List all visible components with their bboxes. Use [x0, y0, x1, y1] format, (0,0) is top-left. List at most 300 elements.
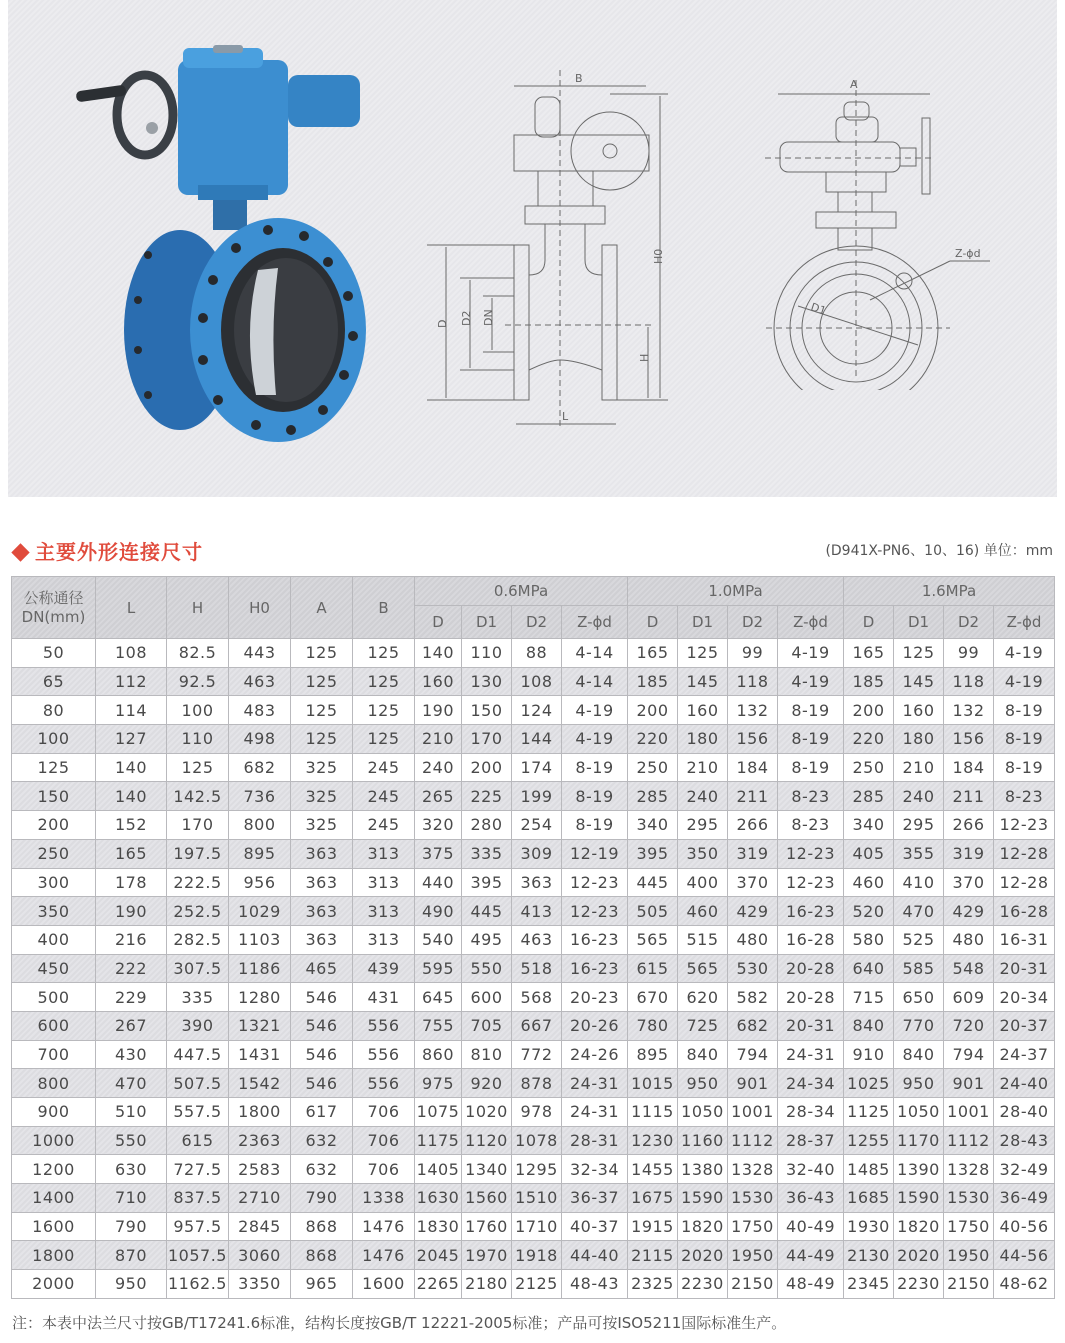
table-cell: 2125	[512, 1270, 562, 1299]
table-cell: 1001	[728, 1098, 778, 1127]
table-cell: 8-19	[562, 753, 628, 782]
table-cell: 4-19	[778, 639, 844, 668]
table-row	[12, 725, 1055, 754]
table-cell: 2020	[894, 1241, 944, 1270]
table-cell: 2230	[894, 1270, 944, 1299]
table-cell: 770	[894, 1011, 944, 1040]
table-cell: 28-37	[778, 1126, 844, 1155]
table-cell: 632	[291, 1155, 353, 1184]
table-cell: 1175	[415, 1126, 462, 1155]
table-cell: 99	[944, 639, 994, 668]
table-cell: 780	[628, 1011, 678, 1040]
table-cell: 483	[229, 696, 291, 725]
table-cell: 12-28	[994, 868, 1055, 897]
table-cell: 210	[894, 753, 944, 782]
table-cell: 125	[167, 753, 229, 782]
table-cell: 498	[229, 725, 291, 754]
table-cell: 265	[415, 782, 462, 811]
table-cell: 463	[229, 667, 291, 696]
table-cell: 319	[728, 839, 778, 868]
table-cell: 445	[462, 897, 512, 926]
table-cell: 1918	[512, 1241, 562, 1270]
table-cell: 24-31	[562, 1098, 628, 1127]
table-cell: 2180	[462, 1270, 512, 1299]
table-cell: 200	[844, 696, 894, 725]
table-cell: 1800	[229, 1098, 291, 1127]
table-cell: 2583	[229, 1155, 291, 1184]
table-row	[12, 1155, 1055, 1184]
sub-header-D1: D1	[462, 606, 512, 639]
table-cell: 1162.5	[167, 1270, 229, 1299]
table-cell: 180	[894, 725, 944, 754]
table-cell: 1560	[462, 1184, 512, 1213]
table-cell: 1390	[894, 1155, 944, 1184]
table-row	[12, 696, 1055, 725]
table-cell: 615	[167, 1126, 229, 1155]
table-cell: 375	[415, 839, 462, 868]
table-cell: 8-23	[778, 811, 844, 840]
table-cell: 20-28	[778, 983, 844, 1012]
table-cell: 546	[291, 1040, 353, 1069]
table-cell: 145	[678, 667, 728, 696]
table-cell: 2845	[229, 1212, 291, 1241]
table-cell: 65	[12, 667, 96, 696]
table-cell: 156	[728, 725, 778, 754]
table-cell: 530	[728, 954, 778, 983]
table-cell: 400	[678, 868, 728, 897]
table-cell: 40-49	[778, 1212, 844, 1241]
table-cell: 548	[944, 954, 994, 983]
col-header-dn: 公称通径 DN(mm)	[12, 577, 96, 639]
dimension-table	[11, 576, 1055, 1299]
table-row	[12, 868, 1055, 897]
table-cell: 125	[353, 639, 415, 668]
table-cell: 1112	[944, 1126, 994, 1155]
table-cell: 400	[12, 925, 96, 954]
table-cell: 211	[944, 782, 994, 811]
table-cell: 667	[512, 1011, 562, 1040]
table-cell: 178	[96, 868, 167, 897]
table-cell: 250	[628, 753, 678, 782]
table-cell: 840	[844, 1011, 894, 1040]
table-cell: 1820	[894, 1212, 944, 1241]
table-cell: 565	[628, 925, 678, 954]
table-cell: 36-37	[562, 1184, 628, 1213]
table-cell: 868	[291, 1212, 353, 1241]
table-cell: 878	[512, 1069, 562, 1098]
table-cell: 1930	[844, 1212, 894, 1241]
table-cell: 546	[291, 1069, 353, 1098]
table-cell: 325	[291, 811, 353, 840]
table-cell: 363	[512, 868, 562, 897]
table-cell: 1050	[678, 1098, 728, 1127]
table-cell: 1510	[512, 1184, 562, 1213]
table-cell: 595	[415, 954, 462, 983]
table-cell: 395	[628, 839, 678, 868]
table-cell: 225	[462, 782, 512, 811]
table-cell: 48-49	[778, 1270, 844, 1299]
table-cell: 550	[96, 1126, 167, 1155]
table-cell: 1230	[628, 1126, 678, 1155]
table-cell: 1120	[462, 1126, 512, 1155]
table-cell: 500	[12, 983, 96, 1012]
front-view-drawing	[750, 60, 1010, 390]
table-cell: 1750	[728, 1212, 778, 1241]
table-cell: 2150	[728, 1270, 778, 1299]
sub-header-D: D	[628, 606, 678, 639]
table-cell: 715	[844, 983, 894, 1012]
table-cell: 670	[628, 983, 678, 1012]
table-cell: 431	[353, 983, 415, 1012]
table-cell: 1115	[628, 1098, 678, 1127]
table-cell: 957.5	[167, 1212, 229, 1241]
table-cell: 443	[229, 639, 291, 668]
table-cell: 1685	[844, 1184, 894, 1213]
table-cell: 1950	[944, 1241, 994, 1270]
svg-text:H: H	[638, 353, 651, 362]
table-cell: 307.5	[167, 954, 229, 983]
table-cell: 395	[462, 868, 512, 897]
table-cell: 465	[291, 954, 353, 983]
table-cell: 36-49	[994, 1184, 1055, 1213]
table-cell: 1200	[12, 1155, 96, 1184]
table-cell: 518	[512, 954, 562, 983]
table-cell: 370	[944, 868, 994, 897]
table-cell: 335	[167, 983, 229, 1012]
table-cell: 8-19	[562, 811, 628, 840]
table-cell: 390	[167, 1011, 229, 1040]
table-cell: 1400	[12, 1184, 96, 1213]
table-cell: 620	[678, 983, 728, 1012]
table-cell: 8-19	[778, 696, 844, 725]
table-cell: 222	[96, 954, 167, 983]
table-cell: 1050	[894, 1098, 944, 1127]
table-cell: 370	[728, 868, 778, 897]
table-cell: 125	[291, 725, 353, 754]
table-cell: 550	[462, 954, 512, 983]
table-cell: 300	[12, 868, 96, 897]
table-cell: 1000	[12, 1126, 96, 1155]
table-cell: 355	[894, 839, 944, 868]
table-cell: 447.5	[167, 1040, 229, 1069]
table-cell: 975	[415, 1069, 462, 1098]
table-cell: 1001	[944, 1098, 994, 1127]
table-cell: 1675	[628, 1184, 678, 1213]
table-cell: 1476	[353, 1241, 415, 1270]
table-cell: 1600	[353, 1270, 415, 1299]
table-row	[12, 1184, 1055, 1213]
table-cell: 429	[728, 897, 778, 926]
table-cell: 2345	[844, 1270, 894, 1299]
sub-header-D2: D2	[728, 606, 778, 639]
table-cell: 156	[944, 725, 994, 754]
sub-header-D2: D2	[944, 606, 994, 639]
table-cell: 174	[512, 753, 562, 782]
diamond-bullet-icon	[11, 543, 29, 561]
table-cell: 28-34	[778, 1098, 844, 1127]
table-body	[12, 639, 1055, 1299]
table-cell: 130	[462, 667, 512, 696]
table-cell: 40-56	[994, 1212, 1055, 1241]
product-hero	[8, 0, 1057, 497]
table-cell: 100	[167, 696, 229, 725]
sub-header-D: D	[844, 606, 894, 639]
table-cell: 1750	[944, 1212, 994, 1241]
table-cell: 313	[353, 868, 415, 897]
sub-header-D1: D1	[894, 606, 944, 639]
table-cell: 725	[678, 1011, 728, 1040]
table-cell: 429	[944, 897, 994, 926]
table-cell: 901	[944, 1069, 994, 1098]
table-cell: 794	[944, 1040, 994, 1069]
table-cell: 240	[894, 782, 944, 811]
table-cell: 8-23	[778, 782, 844, 811]
table-cell: 150	[12, 782, 96, 811]
table-cell: 1057.5	[167, 1241, 229, 1270]
table-cell: 350	[12, 897, 96, 926]
table-cell: 525	[894, 925, 944, 954]
table-cell: 755	[415, 1011, 462, 1040]
table-cell: 245	[353, 811, 415, 840]
table-cell: 16-23	[562, 925, 628, 954]
table-cell: 956	[229, 868, 291, 897]
table-cell: 132	[728, 696, 778, 725]
footnote: 注：本表中法兰尺寸按GB/T17241.6标准，结构长度按GB/T 12221-2005标准；产品可按ISO5211国际标准生产。	[12, 1314, 787, 1332]
table-cell: 1590	[894, 1184, 944, 1213]
table-cell: 460	[678, 897, 728, 926]
table-cell: 170	[167, 811, 229, 840]
table-row	[12, 1241, 1055, 1270]
table-row	[12, 1098, 1055, 1127]
table-cell: 8-19	[994, 725, 1055, 754]
table-cell: 350	[678, 839, 728, 868]
table-cell: 180	[678, 725, 728, 754]
sub-header-Zphid: Z-ϕd	[994, 606, 1055, 639]
table-cell: 285	[628, 782, 678, 811]
table-cell: 125	[291, 639, 353, 668]
table-cell: 24-31	[562, 1069, 628, 1098]
table-cell: 920	[462, 1069, 512, 1098]
table-cell: 20-31	[994, 954, 1055, 983]
table-cell: 12-23	[562, 868, 628, 897]
table-cell: 229	[96, 983, 167, 1012]
table-cell: 127	[96, 725, 167, 754]
table-cell: 727.5	[167, 1155, 229, 1184]
table-cell: 557.5	[167, 1098, 229, 1127]
table-cell: 1125	[844, 1098, 894, 1127]
table-row	[12, 925, 1055, 954]
table-cell: 705	[462, 1011, 512, 1040]
table-cell: 88	[512, 639, 562, 668]
table-cell: 1760	[462, 1212, 512, 1241]
table-cell: 125	[353, 696, 415, 725]
table-cell: 1710	[512, 1212, 562, 1241]
table-cell: 1800	[12, 1241, 96, 1270]
table-cell: 450	[12, 954, 96, 983]
table-cell: 363	[291, 897, 353, 926]
svg-text:L: L	[562, 410, 569, 423]
table-cell: 313	[353, 839, 415, 868]
table-cell: 250	[12, 839, 96, 868]
table-cell: 36-43	[778, 1184, 844, 1213]
table-cell: 40-37	[562, 1212, 628, 1241]
dim-label-B: B	[575, 72, 583, 85]
table-cell: 800	[12, 1069, 96, 1098]
table-cell: 12-23	[562, 897, 628, 926]
table-cell: 1600	[12, 1212, 96, 1241]
table-cell: 363	[291, 925, 353, 954]
table-cell: 1328	[944, 1155, 994, 1184]
table-cell: 12-23	[994, 811, 1055, 840]
table-cell: 546	[291, 983, 353, 1012]
group-header-1.0mpa: 1.0MPa	[628, 577, 844, 606]
table-cell: 125	[12, 753, 96, 782]
table-cell: 145	[894, 667, 944, 696]
table-cell: 200	[12, 811, 96, 840]
table-cell: 720	[944, 1011, 994, 1040]
table-cell: 4-14	[562, 639, 628, 668]
table-cell: 4-14	[562, 667, 628, 696]
table-cell: 710	[96, 1184, 167, 1213]
table-cell: 325	[291, 782, 353, 811]
table-cell: 8-19	[994, 696, 1055, 725]
table-cell: 901	[728, 1069, 778, 1098]
table-cell: 1970	[462, 1241, 512, 1270]
table-cell: 118	[728, 667, 778, 696]
table-cell: 568	[512, 983, 562, 1012]
table-cell: 900	[12, 1098, 96, 1127]
table-cell: 32-34	[562, 1155, 628, 1184]
table-cell: 495	[462, 925, 512, 954]
table-cell: 565	[678, 954, 728, 983]
table-row	[12, 667, 1055, 696]
table-cell: 1328	[728, 1155, 778, 1184]
table-cell: 515	[678, 925, 728, 954]
table-cell: 20-34	[994, 983, 1055, 1012]
svg-text:D: D	[436, 319, 449, 328]
table-cell: 2020	[678, 1241, 728, 1270]
table-cell: 24-26	[562, 1040, 628, 1069]
table-cell: 706	[353, 1155, 415, 1184]
table-cell: 252.5	[167, 897, 229, 926]
table-cell: 2363	[229, 1126, 291, 1155]
col-header-H: H	[167, 577, 229, 639]
table-cell: 110	[167, 725, 229, 754]
table-cell: 1029	[229, 897, 291, 926]
table-cell: 1186	[229, 954, 291, 983]
table-cell: 285	[844, 782, 894, 811]
table-cell: 216	[96, 925, 167, 954]
table-cell: 20-28	[778, 954, 844, 983]
table-row	[12, 782, 1055, 811]
table-cell: 1280	[229, 983, 291, 1012]
table-cell: 1380	[678, 1155, 728, 1184]
table-cell: 197.5	[167, 839, 229, 868]
table-cell: 313	[353, 897, 415, 926]
side-view-drawing	[410, 60, 690, 440]
table-cell: 556	[353, 1069, 415, 1098]
table-cell: 266	[728, 811, 778, 840]
table-cell: 1950	[728, 1241, 778, 1270]
table-cell: 112	[96, 667, 167, 696]
table-row	[12, 954, 1055, 983]
table-cell: 950	[894, 1069, 944, 1098]
col-header-A: A	[291, 577, 353, 639]
table-cell: 1542	[229, 1069, 291, 1098]
table-cell: 582	[728, 983, 778, 1012]
table-cell: 632	[291, 1126, 353, 1155]
table-cell: 868	[291, 1241, 353, 1270]
table-cell: 1915	[628, 1212, 678, 1241]
table-cell: 8-19	[778, 725, 844, 754]
table-cell: 1338	[353, 1184, 415, 1213]
table-cell: 319	[944, 839, 994, 868]
table-row	[12, 983, 1055, 1012]
table-cell: 790	[96, 1212, 167, 1241]
table-cell: 185	[628, 667, 678, 696]
table-cell: 1075	[415, 1098, 462, 1127]
table-cell: 20-26	[562, 1011, 628, 1040]
table-cell: 200	[628, 696, 678, 725]
model-unit-note: (D941X-PN6、10、16) 单位：mm	[825, 543, 1053, 559]
table-cell: 4-19	[562, 725, 628, 754]
table-cell: 118	[944, 667, 994, 696]
table-cell: 44-56	[994, 1241, 1055, 1270]
table-cell: 185	[844, 667, 894, 696]
sub-header-D2: D2	[512, 606, 562, 639]
table-cell: 405	[844, 839, 894, 868]
table-cell: 320	[415, 811, 462, 840]
svg-text:DN: DN	[482, 309, 495, 326]
table-cell: 20-37	[994, 1011, 1055, 1040]
table-cell: 1630	[415, 1184, 462, 1213]
table-cell: 556	[353, 1011, 415, 1040]
table-cell: 340	[844, 811, 894, 840]
table-cell: 470	[96, 1069, 167, 1098]
table-cell: 1431	[229, 1040, 291, 1069]
table-cell: 480	[728, 925, 778, 954]
table-cell: 546	[291, 1011, 353, 1040]
table-cell: 295	[894, 811, 944, 840]
table-cell: 4-19	[562, 696, 628, 725]
table-cell: 706	[353, 1098, 415, 1127]
table-cell: 772	[512, 1040, 562, 1069]
table-cell: 650	[894, 983, 944, 1012]
table-cell: 110	[462, 639, 512, 668]
table-cell: 125	[353, 667, 415, 696]
table-cell: 556	[353, 1040, 415, 1069]
table-cell: 540	[415, 925, 462, 954]
table-cell: 1530	[944, 1184, 994, 1213]
table-cell: 108	[96, 639, 167, 668]
sub-header-Zphid: Z-ϕd	[778, 606, 844, 639]
table-cell: 2000	[12, 1270, 96, 1299]
table-cell: 125	[894, 639, 944, 668]
svg-text:D2: D2	[460, 310, 473, 326]
col-header-B: B	[353, 577, 415, 639]
table-cell: 810	[462, 1040, 512, 1069]
table-cell: 4-19	[994, 667, 1055, 696]
table-cell: 152	[96, 811, 167, 840]
table-cell: 430	[96, 1040, 167, 1069]
table-cell: 16-23	[778, 897, 844, 926]
table-cell: 440	[415, 868, 462, 897]
svg-text:Z-ϕd: Z-ϕd	[955, 247, 981, 260]
table-cell: 16-28	[778, 925, 844, 954]
table-cell: 580	[844, 925, 894, 954]
table-cell: 520	[844, 897, 894, 926]
table-cell: 1078	[512, 1126, 562, 1155]
